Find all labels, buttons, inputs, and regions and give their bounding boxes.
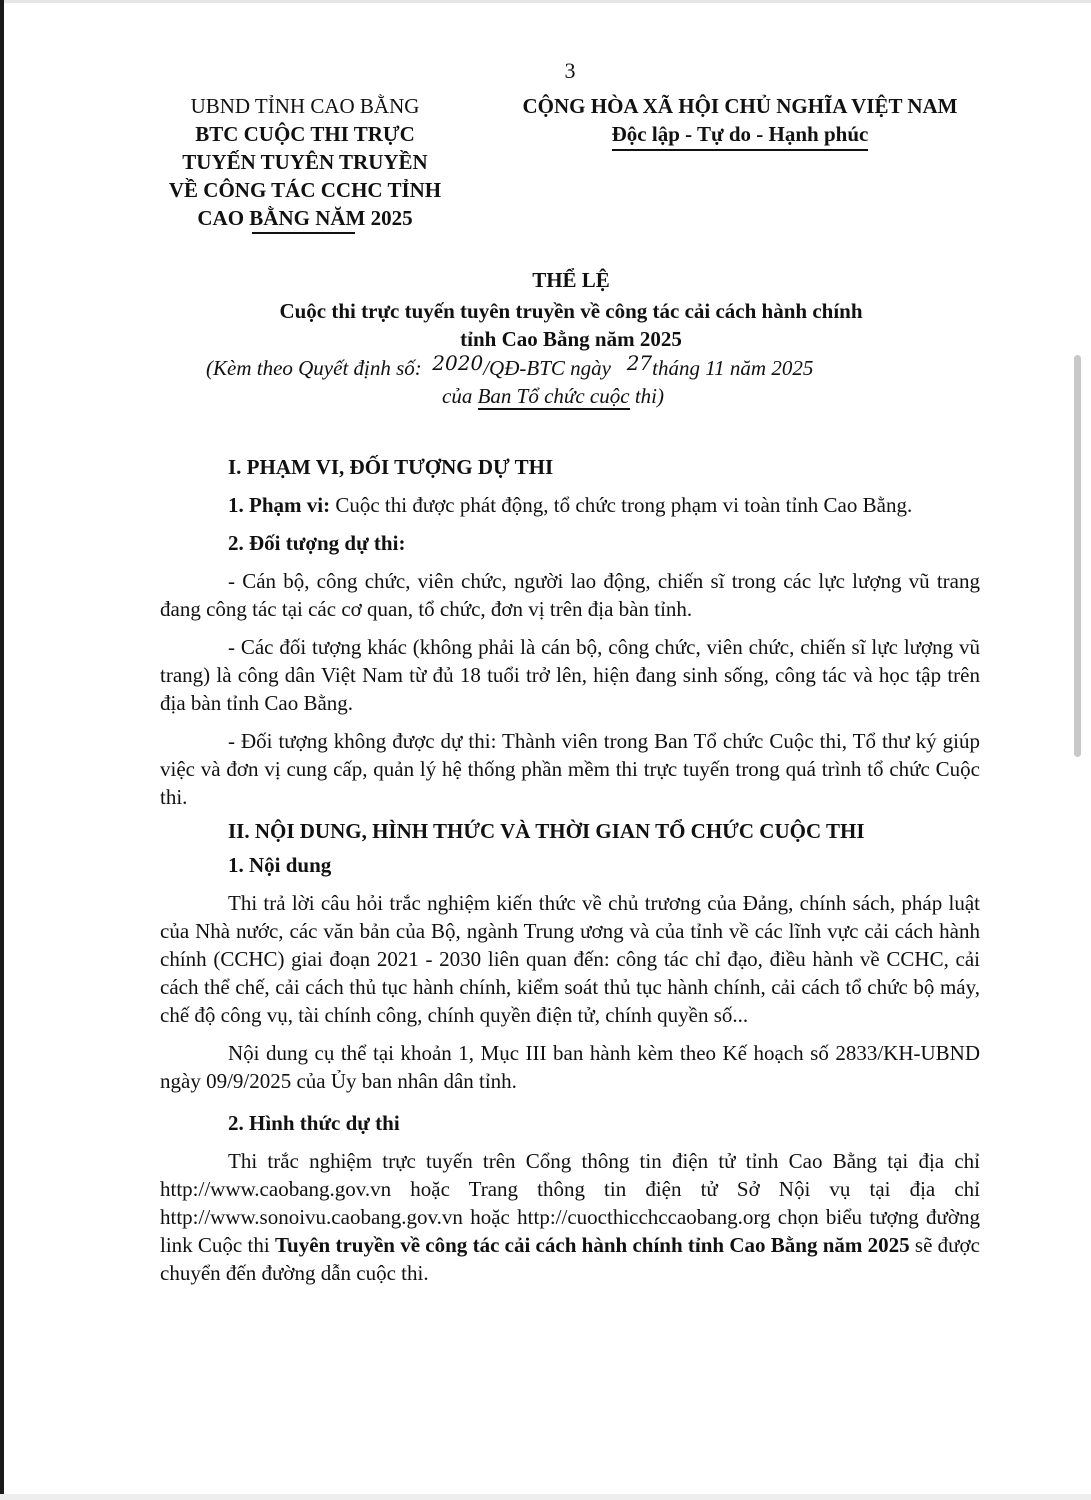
header-left-block (150, 92, 460, 234)
organizer-line: CAO BẰNG NĂM 2025 (197, 206, 413, 230)
section-heading: I. PHẠM VI, ĐỐI TƯỢNG DỰ THI (228, 455, 554, 479)
paragraph-text: Thi trắc nghiệm trực tuyến trên Cổng thông tin điện tử tỉnh Cao Bằng tại địa chỉ http://www.caobang.gov.vn hoặc Trang thông tin điện tử Sở Nội vụ tại địa chỉ http://www.sonoivu.caobang.gov.vn hoặc http://cuocthicchccaobang.org chọn biểu tượng đường link Cuộc thi (160, 1149, 980, 1257)
decision-mid: /QĐ-BTC ngày (483, 356, 611, 380)
paragraph-label: 1. Phạm vi: (228, 493, 331, 517)
decision-line2-prefix: của (442, 384, 478, 408)
vertical-scrollbar[interactable] (1074, 355, 1081, 757)
subsection-heading: 2. Hình thức dự thi (228, 1111, 400, 1135)
paragraph: Nội dung cụ thể tại khoản 1, Mục III ban hành kèm theo Kế hoạch số 2833/KH-UBND ngày 09/9/2025 của Ủy ban nhân dân tỉnh. (160, 1041, 980, 1093)
organizer-line: BTC CUỘC THI TRỰC (195, 122, 415, 146)
document-body (160, 453, 980, 1287)
decision-reference (206, 351, 956, 410)
header-right-block (490, 92, 990, 151)
paragraph: Thi trả lời câu hỏi trắc nghiệm kiến thức về chủ trương của Đảng, chính sách, pháp luật của Nhà nước, các văn bản của Bộ, ngành Trung ương và của tỉnh về các lĩnh vực cải cách hành chính (CCHC) giai đoạn 2021 - 2030 liên quan đến: công tác chỉ đạo, điều hành về CCHC, cải cách thể chế, cải cách thủ tục hành chính, kiểm soát thủ tục hành chính, cải cách tổ chức bộ máy, chế độ công vụ, tài chính công, chính quyền điện tử, chính quyền số... (160, 891, 980, 1027)
page-number: 3 (564, 58, 576, 83)
frame-bottom-edge (0, 1494, 1091, 1500)
subsection-heading: 1. Nội dung (228, 853, 332, 877)
paragraph-text: Cuộc thi được phát động, tổ chức trong phạm vi toàn tỉnh Cao Bằng. (330, 493, 913, 517)
decision-line2-suffix: thi) (629, 384, 664, 408)
paragraph (160, 1147, 980, 1287)
decision-prefix: (Kèm theo Quyết định số: (206, 356, 422, 380)
country-name: CỘNG HÒA XÃ HỘI CHỦ NGHĨA VIỆT NAM (522, 94, 958, 118)
subtitle-line: Cuộc thi trực tuyến tuyên truyền về công tác cải cách hành chính (279, 299, 863, 323)
frame-left-edge (0, 0, 4, 1500)
subsection-heading: 2. Đối tượng dự thi: (228, 531, 406, 555)
paragraph: - Các đối tượng khác (không phải là cán bộ, công chức, viên chức, chiến sĩ lực lượng vũ trang) là công dân Việt Nam từ đủ 18 tuổi trở lên, hiện đang sinh sống, công tác và học tập trên địa bàn tỉnh Cao Bằng. (160, 635, 980, 715)
subtitle-line: tỉnh Cao Bằng năm 2025 (460, 327, 682, 351)
decision-suffix: tháng 11 năm 2025 (652, 356, 814, 380)
decision-number-handwritten: 2020 (432, 351, 484, 375)
paragraph-text: sẽ được chuyển đến đường dẫn cuộc thi. (160, 1233, 980, 1285)
header-left-underline (252, 232, 355, 234)
section-heading: II. NỘI DUNG, HÌNH THỨC VÀ THỜI GIAN TỔ CHỨC CUỘC THI (228, 819, 865, 843)
agency-name: UBND TỈNH CAO BẰNG (190, 94, 420, 118)
national-motto: Độc lập - Tự do - Hạnh phúc (612, 120, 869, 151)
decision-day-handwritten: 27 (626, 351, 653, 375)
document-subtitle (0, 297, 1091, 353)
paragraph: - Cán bộ, công chức, viên chức, người lao động, chiến sĩ trong các lực lượng vũ trang đang công tác tại các cơ quan, tổ chức, đơn vị trên địa bàn tỉnh. (160, 569, 980, 621)
document-title: THỂ LỆ (532, 268, 610, 292)
contest-name-bold: Tuyên truyền về công tác cải cách hành chính tỉnh Cao Bằng năm 2025 (274, 1233, 910, 1257)
paragraph: - Đối tượng không được dự thi: Thành viên trong Ban Tổ chức Cuộc thi, Tổ thư ký giúp việc và đơn vị cung cấp, quản lý hệ thống phần mềm thi trực tuyến trong quá trình tổ chức Cuộc thi. (160, 729, 980, 809)
paragraph (160, 491, 980, 519)
organizer-line: VỀ CÔNG TÁC CCHC TỈNH (168, 178, 442, 202)
organizer-line: TUYẾN TUYÊN TRUYỀN (182, 150, 428, 174)
decision-line2-underlined: Ban Tổ chức cuộc (477, 384, 630, 408)
frame-top-edge (0, 0, 1091, 3)
